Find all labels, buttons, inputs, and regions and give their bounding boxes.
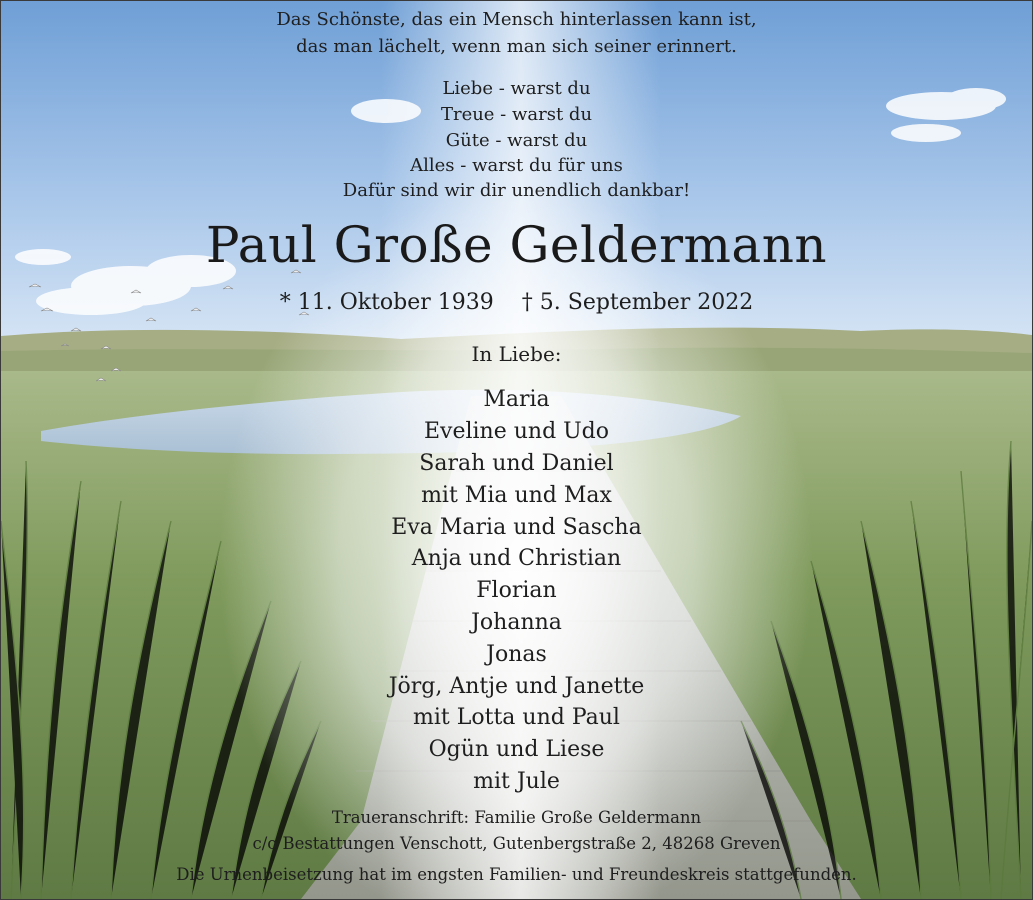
mourner-name: Anja und Christian bbox=[411, 546, 622, 571]
mourner-name: mit Mia und Max bbox=[421, 483, 612, 508]
verse-line: Liebe - warst du bbox=[442, 78, 591, 99]
mourner-name: Jörg, Antje und Janette bbox=[388, 674, 645, 699]
life-dates bbox=[1, 289, 1032, 317]
mourner-name: Ogün und Liese bbox=[428, 737, 605, 762]
verse-line: Alles - warst du für uns bbox=[410, 155, 623, 176]
deceased-name: Paul Große Geldermann bbox=[205, 216, 828, 274]
mourner-name: Eva Maria und Sascha bbox=[391, 515, 642, 540]
motto-line-2: das man lächelt, wenn man sich seiner erinnert. bbox=[296, 36, 737, 57]
in-love-label: In Liebe: bbox=[471, 342, 562, 366]
mourner-name: Johanna bbox=[471, 610, 562, 635]
mourner-name: Maria bbox=[483, 387, 550, 412]
death-date: † 5. September 2022 bbox=[521, 290, 754, 315]
mourner-name: Sarah und Daniel bbox=[419, 451, 614, 476]
verse-line: Dafür sind wir dir unendlich dankbar! bbox=[342, 180, 691, 201]
birth-date: * 11. Oktober 1939 bbox=[279, 290, 494, 315]
notice-text-area bbox=[1, 1, 1032, 899]
burial-note: Die Urnenbeisetzung hat im engsten Familien- und Freundeskreis stattgefunden. bbox=[176, 865, 857, 884]
verse-line: Güte - warst du bbox=[445, 130, 588, 151]
mourner-name: Eveline und Udo bbox=[423, 419, 610, 444]
mourner-name: mit Jule bbox=[473, 769, 560, 794]
verse-line: Treue - warst du bbox=[440, 104, 593, 125]
motto-line-1: Das Schönste, das ein Mensch hinterlassen kann ist, bbox=[276, 9, 757, 30]
address-line-2: c/o Bestattungen Venschott, Gutenbergstraße 2, 48268 Greven bbox=[252, 834, 781, 853]
mourner-name: mit Lotta und Paul bbox=[413, 705, 620, 730]
mourner-name: Jonas bbox=[486, 642, 547, 667]
mourner-name: Florian bbox=[476, 578, 557, 603]
address-line-1: Traueranschrift: Familie Große Geldermann bbox=[331, 808, 702, 827]
